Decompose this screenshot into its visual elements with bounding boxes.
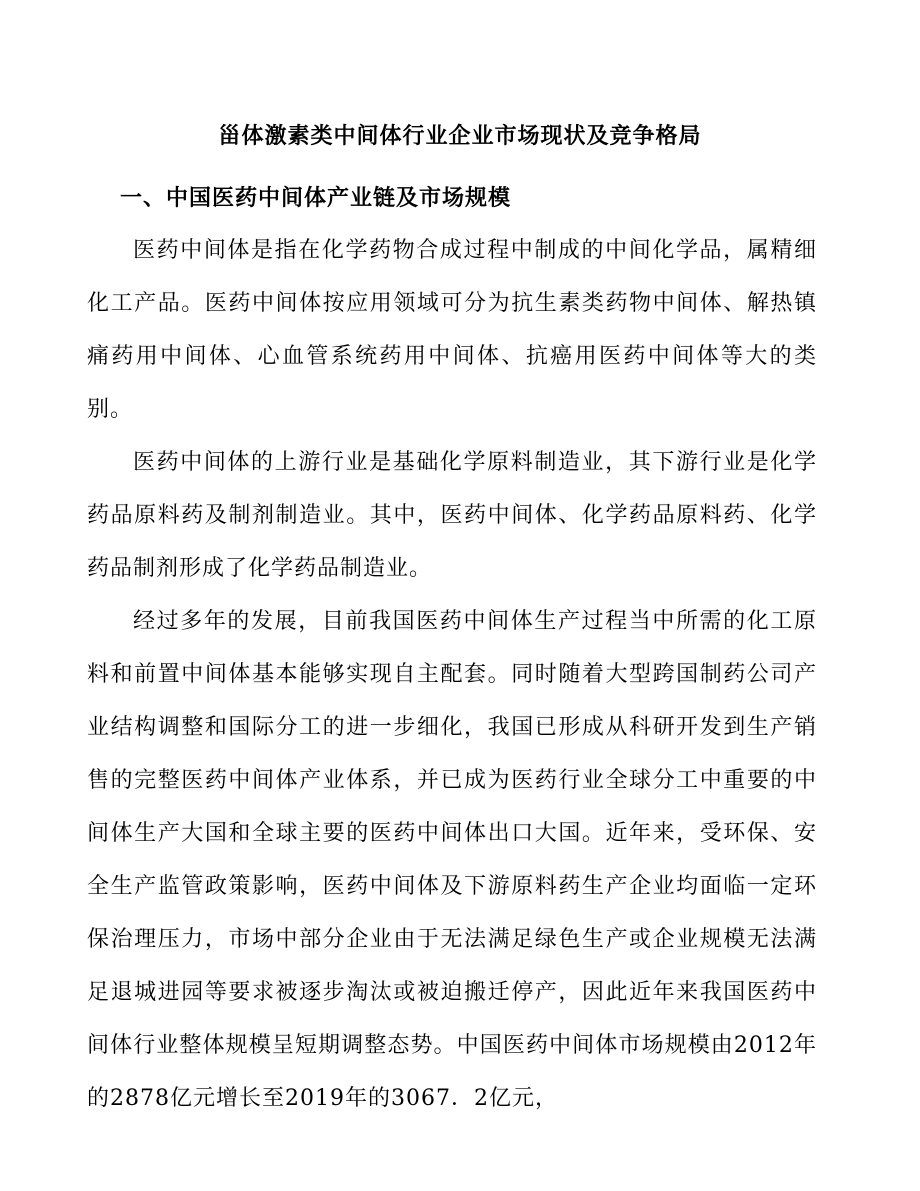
document-title: 甾体激素类中间体行业企业市场现状及竞争格局 bbox=[218, 123, 702, 149]
paragraph: 经过多年的发展，目前我国医药中间体生产过程当中所需的化工原料和前置中间体基本能够实现自主配套。同时随着大型跨国制药公司产业结构调整和国际分工的进一步细化，我国已形成从科研开发到生产销售的完整医药中间体产业体系，并已成为医药行业全球分工中重要的中间体生产大国和全球主要的医药中间体出口大国。近年来，受环保、安全生产监管政策影响，医药中间体及下游原料药生产企业均面临一定环保治理压力，市场中部分企业由于无法满足绿色生产或企业规模无法满足退城进园等要求被逐步淘汰或被迫搬迁停产，因此近年来我国医药中间体行业整体规模呈短期调整态势。中国医药中间体市场规模由2012年的2878亿元增长至2019年的3067．2亿元， bbox=[87, 609, 817, 1111]
document-body bbox=[87, 224, 817, 1125]
paragraph: 医药中间体的上游行业是基础化学原料制造业，其下游行业是化学药品原料药及制剂制造业。其中，医药中间体、化学药品原料药、化学药品制剂形成了化学药品制造业。 bbox=[87, 450, 817, 581]
section-heading: 一、中国医药中间体产业链及市场规模 bbox=[120, 185, 512, 211]
paragraph: 医药中间体是指在化学药物合成过程中制成的中间化学品，属精细化工产品。医药中间体按应用领域可分为抗生素类药物中间体、解热镇痛药用中间体、心血管系统药用中间体、抗癌用医药中间体等大的类别。 bbox=[87, 238, 817, 422]
